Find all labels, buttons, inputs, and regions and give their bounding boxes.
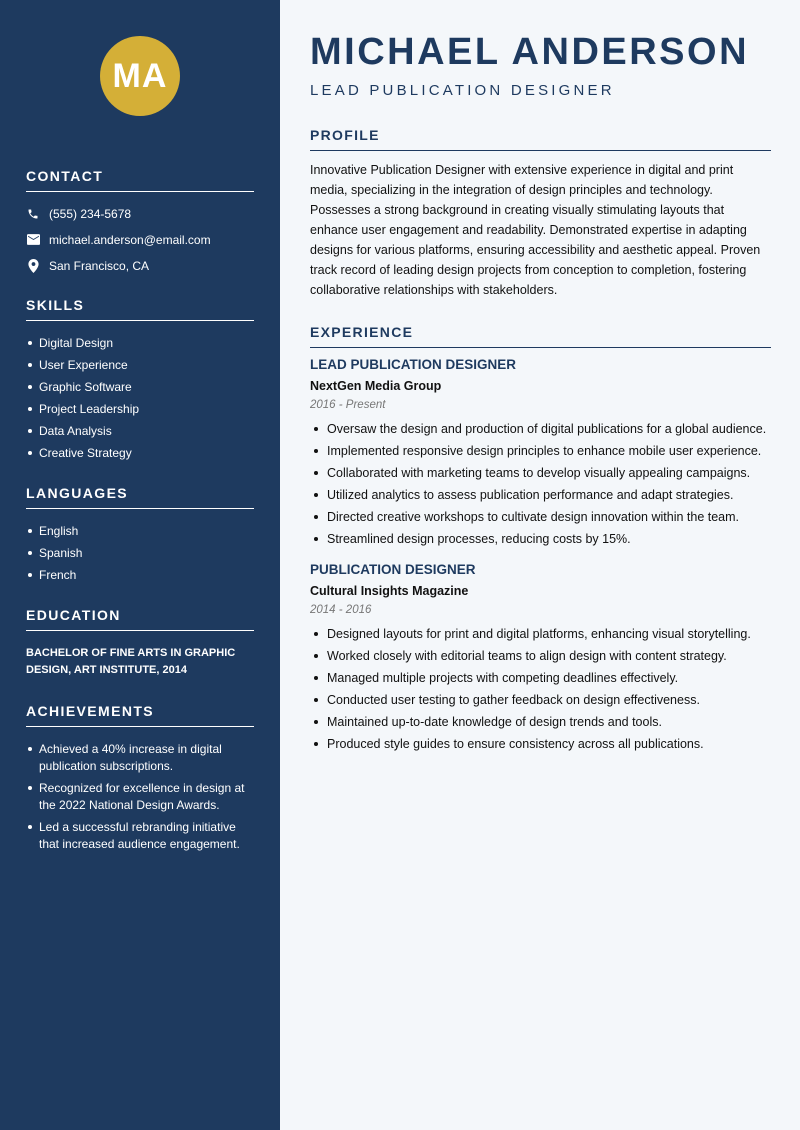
contact-phone: [26, 206, 254, 221]
job-bullet: Designed layouts for print and digital platforms, enhancing visual storytelling.: [310, 625, 771, 643]
contact-email: [26, 232, 254, 247]
job-bullet: Collaborated with marketing teams to develop visually appealing campaigns.: [310, 464, 771, 482]
company-name: NextGen Media Group: [310, 379, 442, 393]
job-bullet: Produced style guides to ensure consistency across all publications.: [310, 735, 771, 753]
email-text[interactable]: michael.anderson@email.com: [49, 232, 211, 247]
education-heading: EDUCATION: [26, 607, 254, 631]
company-name: Cultural Insights Magazine: [310, 584, 469, 598]
contact-location: [26, 258, 254, 273]
language-item: English: [26, 523, 254, 539]
job-bullet: Implemented responsive design principles to enhance mobile user experience.: [310, 442, 771, 460]
language-item: Spanish: [26, 545, 254, 561]
skill-item: Project Leadership: [26, 401, 254, 417]
education-section: [26, 607, 254, 679]
achievements-section: [26, 703, 254, 853]
job-bullet: Maintained up-to-date knowledge of design trends and tools.: [310, 713, 771, 731]
job-title: PUBLICATION DESIGNER: [310, 562, 476, 577]
language-item: French: [26, 567, 254, 583]
achievement-item: Led a successful rebranding initiative that increased audience engagement.: [26, 819, 254, 853]
job-entry: [310, 562, 771, 753]
languages-heading: LANGUAGES: [26, 485, 254, 509]
candidate-name: MICHAEL ANDERSON: [310, 31, 750, 73]
languages-list: [26, 523, 254, 583]
job-dates: 2014 - 2016: [310, 604, 372, 616]
job-bullet: Managed multiple projects with competing deadlines effectively.: [310, 669, 771, 687]
achievements-list: [26, 741, 254, 853]
job-bullet: Oversaw the design and production of digital publications for a global audience.: [310, 420, 771, 438]
phone-text: (555) 234-5678: [49, 206, 132, 221]
job-title: LEAD PUBLICATION DESIGNER: [310, 357, 517, 372]
sidebar: [0, 0, 280, 1130]
candidate-role: LEAD PUBLICATION DESIGNER: [310, 82, 615, 99]
job-bullets: [310, 420, 771, 548]
main-content: [280, 0, 800, 1130]
location-text: San Francisco, CA: [49, 258, 150, 273]
education-degree: BACHELOR OF FINE ARTS IN GRAPHIC DESIGN, ART INSTITUTE, 2014: [26, 647, 236, 676]
job-entry: [310, 357, 771, 548]
achievement-item: Achieved a 40% increase in digital publication subscriptions.: [26, 741, 254, 775]
email-icon: [26, 233, 40, 247]
languages-section: [26, 485, 254, 583]
profile-text: Innovative Publication Designer with extensive experience in digital and print media, specializing in the integration of design principles and technology. Possesses a strong background in creating visually stimulating layouts that enhance user engagement and readability. Demonstrated expertise in adapting designs for various platforms, ensuring accessibility and aesthetic appeal. Proven track record of leading design projects from conception to completion, fostering collaborative relationships with stakeholders.: [310, 163, 761, 297]
profile-section: [310, 127, 771, 300]
initials-avatar: MA: [100, 36, 180, 116]
skill-item: Data Analysis: [26, 423, 254, 439]
job-bullet: Conducted user testing to gather feedback on design effectiveness.: [310, 691, 771, 709]
phone-icon: [26, 207, 40, 221]
location-pin-icon: [26, 259, 40, 273]
experience-heading: EXPERIENCE: [310, 324, 771, 348]
job-bullet: Directed creative workshops to cultivate design innovation within the team.: [310, 508, 771, 526]
profile-heading: PROFILE: [310, 127, 771, 151]
achievements-heading: ACHIEVEMENTS: [26, 703, 254, 727]
skill-item: Graphic Software: [26, 379, 254, 395]
job-bullet: Worked closely with editorial teams to align design with content strategy.: [310, 647, 771, 665]
skills-list: [26, 335, 254, 461]
job-bullet: Streamlined design processes, reducing costs by 15%.: [310, 530, 771, 548]
achievement-item: Recognized for excellence in design at the 2022 National Design Awards.: [26, 780, 254, 814]
job-bullet: Utilized analytics to assess publication performance and adapt strategies.: [310, 486, 771, 504]
skill-item: User Experience: [26, 357, 254, 373]
skills-section: [26, 297, 254, 461]
experience-section: [310, 324, 771, 753]
job-dates: 2016 - Present: [310, 399, 386, 411]
skill-item: Digital Design: [26, 335, 254, 351]
contact-heading: CONTACT: [26, 168, 254, 192]
job-bullets: [310, 625, 771, 753]
skill-item: Creative Strategy: [26, 445, 254, 461]
contact-section: [26, 168, 254, 273]
skills-heading: SKILLS: [26, 297, 254, 321]
